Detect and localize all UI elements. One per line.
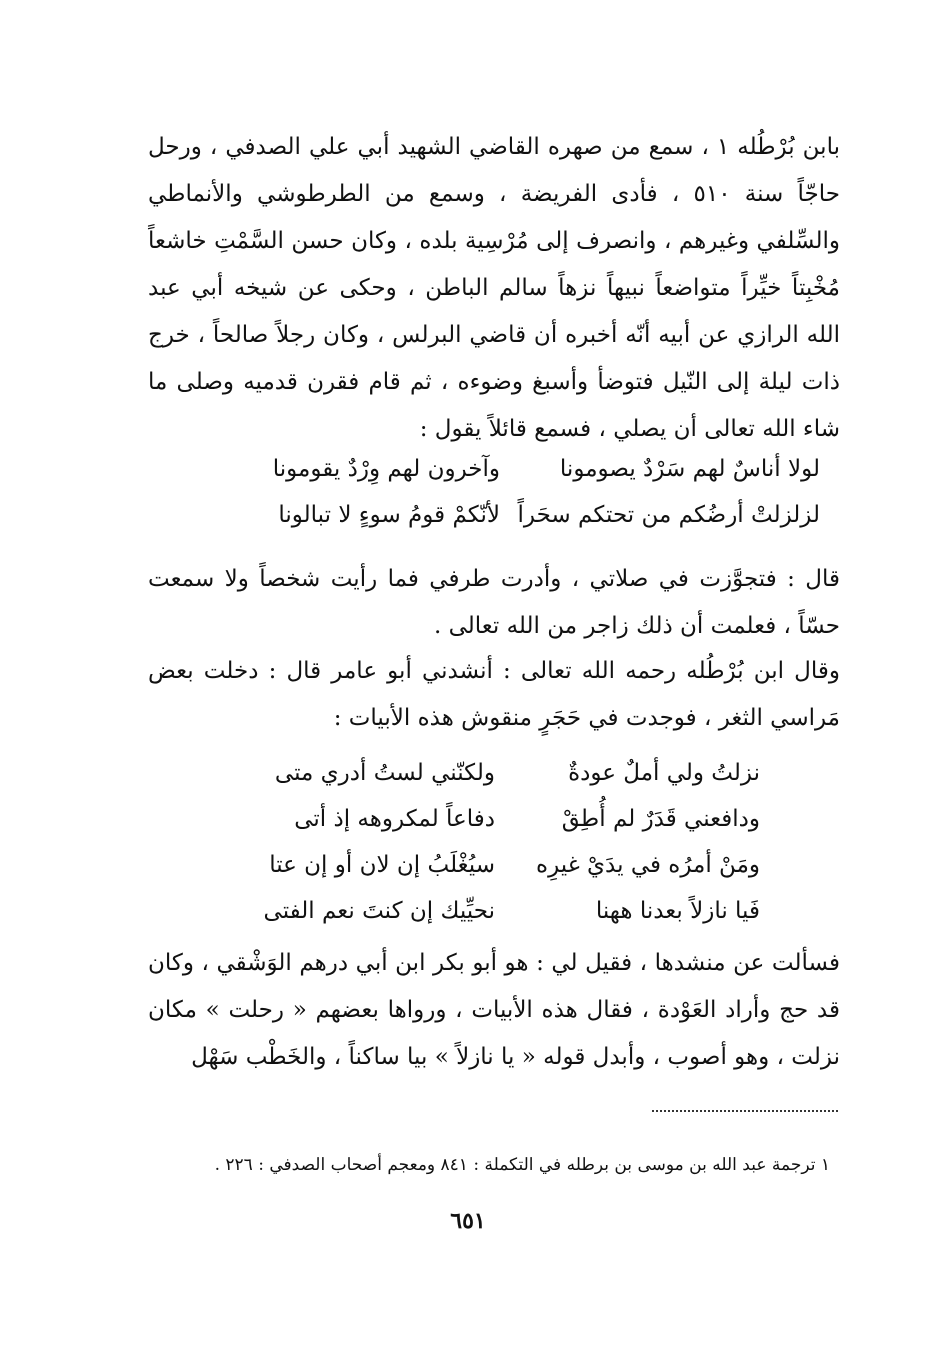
verse-hemistich-second: سيُغْلَبُ إن لان أو إن عتا: [269, 852, 495, 878]
paragraph-author: فسألت عن منشدها ، فقيل لي : هو أبو بكر ابن أبي درهم الوَشْقي ، وكان قد حج وأراد العَوْدة ، فقال هذه الأبيات ، ورواها بعضهم « رحلت » مكان نزلت ، وهو أصوب ، وأبدل قوله « يا نازلاً » بيا ساكناً ، والخَطْب سَهْل: [148, 950, 840, 1070]
verse-hemistich-second: دفاعاً لمكروهه إذ أتى: [294, 806, 495, 832]
verse-hemistich-first: لولا أناسٌ لهم سَرْدٌ يصومونا: [559, 456, 820, 482]
paragraph-inscription: وقال ابن بُرْطُله رحمه الله تعالى : أنشدني أبو عامر قال : دخلت بعض مَراسي الثغر ، فوجدت في حَجَرٍ منقوش هذه الأبيات :: [148, 658, 840, 731]
verse-hemistich-second: لأنّكمْ قومُ سوءٍ لا تبالونا: [278, 502, 500, 528]
verse-block-2: [220, 750, 760, 934]
footnote: ١ ترجمة عبد الله بن موسى بن برطله في التكملة : ٨٤١ ومعجم أصحاب الصدفي : ٢٢٦ .: [214, 1155, 830, 1175]
verse-hemistich-first: نزلتُ ولي أملٌ عودةٌ: [568, 760, 760, 786]
footnote-divider: [652, 1110, 838, 1112]
verse-hemistich-first: ودافعني قَدَرٌ لم أُطِقْ: [561, 806, 760, 832]
verse-hemistich-second: وآخرون لهم وِرْدٌ يقومونا: [272, 456, 500, 482]
verse-block-1: [180, 446, 820, 538]
verse-hemistich-first: لزلزلتْ أرضُكم من تحتكم سحَراً: [517, 502, 820, 528]
verse-line: [180, 492, 820, 538]
verse-line: [220, 842, 760, 888]
page-number: ٦٥١: [450, 1208, 486, 1234]
verse-hemistich-second: نحيِّيك إن كنتَ نعم الفتى: [263, 898, 495, 924]
verse-line: [220, 888, 760, 934]
paragraph-bio: بابن بُرْطُله ١ ، سمع من صهره القاضي الشهيد أبي علي الصدفي ، ورحل حاجّاً سنة ٥١٠ ، فأدى الفريضة ، وسمع من الطرطوشي والأنماطي والسِّلفي وغيرهم ، وانصرف إلى مُرْسِية بلده ، وكان حسن السَّمْتِ خاشعاً مُخْبِتاً خيِّراً متواضعاً نبيهاً نزهاً سالم الباطن ، وحكى عن شيخه أبي عبد الله الرازي عن أبيه أنّه أخبره أن قاضي البرلس ، وكان رجلاً صالحاً ، خرج ذات ليلة إلى النّيل فتوضأ وأسبغ وضوءه ، ثم قام فقرن قدميه وصلى ما شاء الله تعالى أن يصلي ، فسمع قائلاً يقول :: [148, 134, 841, 442]
verse-hemistich-first: فَيا نازلاً بعدنا ههنا: [595, 898, 760, 924]
verse-hemistich-first: ومَنْ أمرُه في يدَيْ غيرِه: [536, 852, 760, 878]
verse-line: [220, 750, 760, 796]
verse-line: [220, 796, 760, 842]
verse-hemistich-second: ولكنّني لستُ أدري متى: [274, 760, 495, 786]
paragraph-prayer: قال : فتجوَّزت في صلاتي ، وأدرت طرفي فما رأيت شخصاً ولا سمعت حسّاً ، فعلمت أن ذلك زاجر من الله تعالى .: [148, 566, 840, 639]
verse-line: [180, 446, 820, 492]
